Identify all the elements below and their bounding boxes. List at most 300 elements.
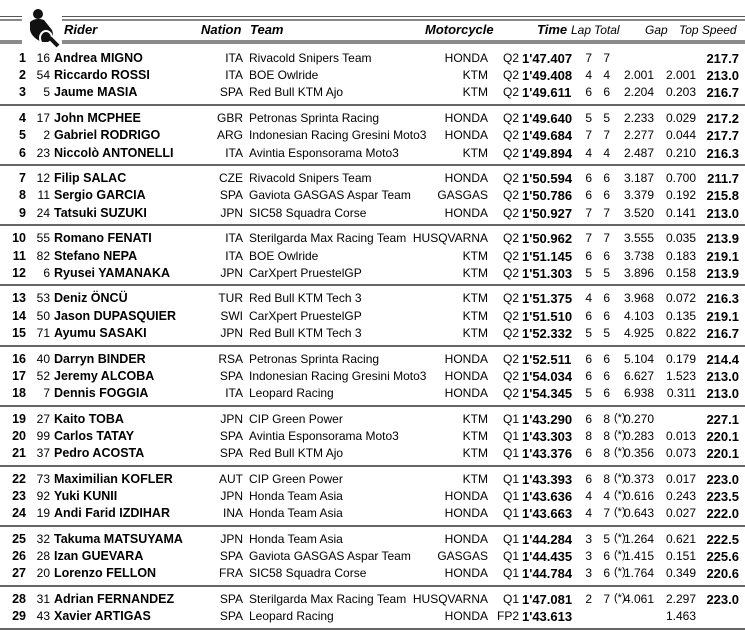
cell-sess: Q1 bbox=[502, 531, 519, 546]
cell-name: John MCPHEE bbox=[54, 111, 141, 126]
cell-team: CarXpert PruestelGP bbox=[249, 308, 362, 323]
cell-moto: GASGAS bbox=[437, 188, 488, 203]
cell-name: Darryn BINDER bbox=[54, 351, 146, 366]
cell-sess: Q1 bbox=[502, 549, 519, 563]
cell-moto: KTM bbox=[462, 85, 488, 100]
cell-pos: 17 bbox=[12, 368, 26, 383]
cell-pos: 12 bbox=[12, 265, 26, 280]
cell-tot: 5 bbox=[603, 265, 610, 280]
cell-tot: 6 bbox=[603, 171, 610, 186]
cell-diff: 0.700 bbox=[665, 171, 696, 186]
cell-name: Deniz ÖNCÜ bbox=[54, 291, 128, 306]
cell-team: Red Bull KTM Tech 3 bbox=[249, 291, 362, 306]
cell-time: 1'44.284 bbox=[522, 531, 573, 547]
cell-time: 1'44.435 bbox=[522, 549, 573, 564]
cell-team: SIC58 Squadra Corse bbox=[249, 566, 367, 581]
cell-num: 92 bbox=[36, 488, 50, 503]
cell-lap: 3 bbox=[585, 531, 592, 546]
cell-speed: 223.0 bbox=[706, 471, 739, 487]
cell-name: Takuma MATSUYAMA bbox=[54, 531, 183, 546]
cell-time: 1'43.663 bbox=[522, 506, 573, 522]
cell-moto: KTM bbox=[462, 265, 488, 280]
cell-speed: 216.7 bbox=[706, 325, 739, 341]
cell-lap: 6 bbox=[585, 351, 592, 366]
cell-pos: 11 bbox=[12, 248, 26, 263]
cell-lap: 7 bbox=[585, 128, 592, 143]
group-separator bbox=[0, 525, 745, 527]
cell-nat: SPA bbox=[219, 549, 243, 563]
cell-star: (*) bbox=[614, 446, 626, 458]
cell-diff: 2.297 bbox=[665, 591, 696, 606]
header-top-rule bbox=[0, 16, 745, 17]
cell-num: 99 bbox=[36, 428, 50, 443]
cell-pos: 19 bbox=[12, 411, 26, 426]
cell-star: (*) bbox=[614, 411, 626, 424]
cell-nat: ARG bbox=[216, 128, 243, 143]
cell-num: 2 bbox=[43, 128, 50, 143]
cell-tot: 7 bbox=[603, 231, 610, 246]
cell-name: Andrea MIGNO bbox=[54, 51, 143, 65]
cell-team: Avintia Esponsorama Moto3 bbox=[249, 145, 399, 160]
cell-speed: 211.7 bbox=[707, 171, 739, 187]
cell-gap: 6.627 bbox=[623, 368, 654, 383]
cell-sess: Q2 bbox=[502, 291, 519, 306]
cell-lap: 3 bbox=[585, 566, 592, 581]
cell-tot: 6 bbox=[603, 188, 610, 203]
cell-name: Kaito TOBA bbox=[54, 411, 124, 426]
cell-tot: 6 bbox=[603, 291, 610, 306]
cell-pos: 9 bbox=[19, 205, 26, 220]
cell-nat: ITA bbox=[225, 68, 243, 83]
cell-time: 1'49.684 bbox=[522, 128, 573, 144]
header-time: Time bbox=[537, 22, 568, 37]
cell-num: 54 bbox=[36, 68, 50, 83]
cell-gap: 1.415 bbox=[623, 549, 654, 563]
cell-time: 1'49.894 bbox=[522, 145, 573, 161]
cell-num: 43 bbox=[36, 609, 50, 624]
group-separator bbox=[0, 164, 745, 166]
cell-speed: 217.7 bbox=[706, 51, 739, 66]
cell-num: 40 bbox=[36, 351, 50, 366]
cell-time: 1'43.290 bbox=[522, 411, 573, 427]
cell-pos: 15 bbox=[12, 325, 26, 340]
cell-speed: 216.7 bbox=[706, 85, 739, 101]
cell-pos: 6 bbox=[19, 145, 26, 160]
cell-diff: 0.192 bbox=[665, 188, 696, 203]
header-team: Team bbox=[250, 22, 284, 37]
cell-lap: 7 bbox=[585, 205, 592, 220]
cell-sess: Q1 bbox=[502, 446, 519, 460]
cell-lap: 6 bbox=[585, 188, 592, 203]
cell-moto: KTM bbox=[462, 428, 488, 443]
group-separator bbox=[0, 405, 745, 407]
cell-nat: JPN bbox=[220, 411, 243, 426]
table-row bbox=[0, 291, 745, 308]
cell-name: Sergio GARCIA bbox=[54, 188, 146, 203]
cell-sess: Q2 bbox=[502, 205, 519, 220]
cell-speed: 219.1 bbox=[706, 248, 739, 264]
cell-diff: 0.035 bbox=[665, 231, 696, 246]
cell-moto: HONDA bbox=[444, 488, 488, 503]
table-row bbox=[0, 326, 745, 343]
cell-lap: 4 bbox=[585, 291, 592, 306]
group-separator bbox=[0, 628, 745, 630]
cell-speed: 222.0 bbox=[706, 506, 739, 522]
cell-tot: 8 bbox=[603, 471, 610, 486]
cell-gap: 3.555 bbox=[623, 231, 654, 246]
cell-time: 1'47.407 bbox=[522, 51, 573, 66]
cell-nat: RSA bbox=[218, 351, 243, 366]
cell-tot: 6 bbox=[603, 385, 610, 400]
cell-moto: HONDA bbox=[444, 128, 488, 143]
table-row bbox=[0, 609, 745, 626]
cell-nat: SPA bbox=[219, 609, 243, 624]
table-header bbox=[0, 0, 745, 48]
cell-sess: Q2 bbox=[502, 68, 519, 83]
cell-pos: 8 bbox=[19, 188, 26, 203]
cell-diff: 2.001 bbox=[665, 68, 696, 83]
cell-team: Honda Team Asia bbox=[249, 488, 343, 503]
cell-nat: INA bbox=[222, 506, 243, 521]
table-row bbox=[0, 51, 745, 68]
cell-lap: 6 bbox=[585, 471, 592, 486]
cell-tot: 6 bbox=[603, 248, 610, 263]
table-row bbox=[0, 231, 745, 248]
cell-sess: Q2 bbox=[502, 248, 519, 263]
cell-name: Jeremy ALCOBA bbox=[54, 368, 155, 383]
cell-num: 23 bbox=[36, 145, 50, 160]
cell-sess: Q2 bbox=[502, 145, 519, 160]
cell-diff: 0.072 bbox=[665, 291, 696, 306]
cell-num: 37 bbox=[36, 446, 50, 460]
cell-num: 16 bbox=[36, 51, 50, 65]
cell-name: Tatsuki SUZUKI bbox=[54, 205, 147, 220]
table-row bbox=[0, 128, 745, 145]
cell-num: 20 bbox=[36, 566, 50, 581]
cell-pos: 16 bbox=[12, 351, 26, 366]
cell-nat: SPA bbox=[219, 368, 243, 383]
cell-nat: SPA bbox=[219, 591, 243, 606]
cell-time: 1'50.962 bbox=[522, 231, 573, 247]
cell-diff: 0.073 bbox=[665, 446, 696, 460]
cell-tot: 6 bbox=[603, 308, 610, 323]
cell-pos: 23 bbox=[12, 488, 26, 503]
cell-sess: Q1 bbox=[502, 506, 519, 521]
cell-moto: KTM bbox=[462, 145, 488, 160]
cell-lap: 6 bbox=[585, 446, 592, 460]
cell-diff: 0.158 bbox=[665, 265, 696, 280]
table-row bbox=[0, 146, 745, 163]
cell-diff: 0.179 bbox=[665, 351, 696, 366]
cell-tot: 5 bbox=[603, 531, 610, 546]
table-row bbox=[0, 412, 745, 429]
cell-diff: 0.044 bbox=[665, 128, 696, 143]
table-row bbox=[0, 386, 745, 403]
cell-team: Rivacold Snipers Team bbox=[249, 171, 372, 186]
cell-pos: 1 bbox=[19, 51, 26, 65]
cell-tot: 5 bbox=[603, 325, 610, 340]
cell-gap: 3.738 bbox=[623, 248, 654, 263]
cell-time: 1'54.034 bbox=[522, 368, 573, 384]
cell-star: (*) bbox=[614, 428, 626, 441]
cell-pos: 2 bbox=[19, 68, 26, 83]
table-row bbox=[0, 429, 745, 446]
cell-diff: 0.349 bbox=[665, 566, 696, 581]
cell-moto: HONDA bbox=[444, 51, 488, 65]
cell-speed: 214.4 bbox=[706, 351, 739, 367]
cell-lap: 6 bbox=[585, 171, 592, 186]
cell-team: CIP Green Power bbox=[249, 471, 343, 486]
cell-team: Honda Team Asia bbox=[249, 506, 343, 521]
cell-gap: 3.896 bbox=[623, 265, 654, 280]
cell-name: Ayumu SASAKI bbox=[54, 325, 147, 340]
cell-time: 1'49.611 bbox=[522, 85, 572, 101]
cell-diff: 0.311 bbox=[666, 385, 696, 400]
cell-num: 55 bbox=[36, 231, 50, 246]
cell-num: 32 bbox=[36, 531, 50, 546]
cell-name: Riccardo ROSSI bbox=[54, 68, 150, 83]
cell-team: Red Bull KTM Tech 3 bbox=[249, 325, 362, 340]
cell-nat: JPN bbox=[220, 325, 243, 340]
cell-speed: 213.0 bbox=[706, 368, 739, 384]
cell-diff: 1.463 bbox=[665, 609, 696, 624]
cell-num: 28 bbox=[36, 549, 50, 563]
cell-pos: 3 bbox=[19, 85, 26, 100]
cell-gap: 2.204 bbox=[623, 85, 654, 100]
cell-sess: FP2 bbox=[496, 609, 519, 624]
cell-tot: 4 bbox=[603, 145, 610, 160]
cell-nat: JPN bbox=[220, 265, 243, 280]
cell-gap: 3.968 bbox=[623, 291, 654, 306]
cell-sess: Q1 bbox=[502, 428, 519, 443]
cell-sess: Q2 bbox=[502, 265, 519, 280]
cell-diff: 0.141 bbox=[665, 205, 696, 220]
cell-time: 1'44.784 bbox=[522, 566, 573, 582]
cell-moto: HONDA bbox=[444, 351, 488, 366]
motorcycle-rider-icon bbox=[22, 8, 62, 48]
cell-num: 73 bbox=[36, 471, 50, 486]
cell-lap: 8 bbox=[585, 428, 592, 443]
cell-gap: 0.283 bbox=[623, 428, 654, 443]
cell-speed: 223.0 bbox=[706, 591, 739, 607]
cell-num: 31 bbox=[36, 591, 50, 606]
cell-moto: HONDA bbox=[444, 385, 488, 400]
cell-gap: 0.643 bbox=[623, 506, 654, 521]
cell-name: Jason DUPASQUIER bbox=[54, 308, 177, 323]
cell-name: Andi Farid IZDIHAR bbox=[54, 506, 170, 521]
cell-pos: 10 bbox=[12, 231, 26, 246]
cell-team: Honda Team Asia bbox=[249, 531, 343, 546]
cell-team: Gaviota GASGAS Aspar Team bbox=[249, 549, 411, 563]
cell-moto: KTM bbox=[462, 325, 488, 340]
cell-time: 1'52.511 bbox=[522, 351, 572, 367]
cell-lap: 6 bbox=[585, 411, 592, 426]
cell-gap: 4.061 bbox=[623, 591, 654, 606]
header-bottom-rule bbox=[0, 40, 745, 44]
cell-num: 6 bbox=[43, 265, 50, 280]
cell-nat: ITA bbox=[225, 248, 243, 263]
cell-moto: KTM bbox=[462, 68, 488, 83]
cell-gap: 5.104 bbox=[623, 351, 654, 366]
cell-name: Stefano NEPA bbox=[54, 248, 138, 263]
cell-tot: 4 bbox=[603, 488, 610, 503]
cell-nat: JPN bbox=[220, 531, 243, 546]
cell-team: Rivacold Snipers Team bbox=[249, 51, 372, 65]
table-row bbox=[0, 111, 745, 128]
cell-speed: 220.6 bbox=[706, 566, 739, 582]
cell-tot: 7 bbox=[603, 205, 610, 220]
cell-moto: HONDA bbox=[444, 111, 488, 126]
cell-team: Indonesian Racing Gresini Moto3 bbox=[249, 128, 427, 143]
group-separator bbox=[0, 345, 745, 347]
cell-speed: 216.3 bbox=[706, 291, 739, 307]
table-row bbox=[0, 266, 745, 283]
cell-nat: CZE bbox=[219, 171, 243, 186]
cell-lap: 6 bbox=[585, 308, 592, 323]
cell-sess: Q1 bbox=[502, 411, 519, 426]
cell-speed: 213.9 bbox=[706, 231, 739, 247]
cell-star: (*) bbox=[614, 471, 626, 484]
cell-tot: 7 bbox=[603, 591, 610, 606]
cell-lap: 4 bbox=[585, 488, 592, 503]
cell-team: Red Bull KTM Ajo bbox=[249, 446, 344, 460]
cell-tot: 8 bbox=[603, 428, 610, 443]
cell-pos: 25 bbox=[12, 531, 26, 546]
cell-moto: GASGAS bbox=[437, 549, 488, 563]
cell-speed: 213.9 bbox=[706, 265, 739, 281]
cell-pos: 18 bbox=[12, 385, 26, 400]
cell-moto: KTM bbox=[462, 308, 488, 323]
cell-moto: HONDA bbox=[444, 205, 488, 220]
cell-star: (*) bbox=[614, 531, 626, 544]
cell-gap: 0.270 bbox=[623, 411, 654, 426]
cell-nat: TUR bbox=[218, 291, 243, 306]
cell-pos: 20 bbox=[12, 428, 26, 443]
cell-num: 52 bbox=[36, 368, 50, 383]
cell-lap: 7 bbox=[585, 51, 592, 65]
cell-team: Red Bull KTM Ajo bbox=[249, 85, 344, 100]
cell-lap: 6 bbox=[585, 248, 592, 263]
cell-star: (*) bbox=[614, 506, 626, 519]
cell-nat: ITA bbox=[225, 231, 243, 246]
cell-sess: Q2 bbox=[502, 308, 519, 323]
table-row bbox=[0, 532, 745, 549]
cell-name: Niccolò ANTONELLI bbox=[54, 145, 174, 160]
cell-time: 1'43.393 bbox=[522, 471, 573, 487]
cell-lap: 4 bbox=[585, 506, 592, 521]
header-nation: Nation bbox=[201, 22, 242, 37]
cell-speed: 217.2 bbox=[706, 111, 739, 127]
cell-moto: KTM bbox=[462, 291, 488, 306]
cell-team: Gaviota GASGAS Aspar Team bbox=[249, 188, 411, 203]
cell-team: Petronas Sprinta Racing bbox=[249, 351, 380, 366]
cell-gap: 0.616 bbox=[623, 488, 654, 503]
cell-team: SIC58 Squadra Corse bbox=[249, 205, 367, 220]
table-row bbox=[0, 506, 745, 523]
cell-gap: 1.764 bbox=[623, 566, 654, 581]
cell-speed: 220.1 bbox=[706, 446, 739, 461]
cell-moto: HONDA bbox=[444, 171, 488, 186]
cell-tot: 6 bbox=[603, 566, 610, 581]
cell-lap: 6 bbox=[585, 85, 592, 100]
cell-diff: 1.523 bbox=[665, 368, 696, 383]
header-top-rule-thick bbox=[0, 19, 745, 21]
cell-team: CarXpert PruestelGP bbox=[249, 265, 362, 280]
cell-name: Pedro ACOSTA bbox=[54, 446, 145, 460]
cell-tot: 6 bbox=[603, 368, 610, 383]
cell-diff: 0.203 bbox=[665, 85, 696, 100]
table-row bbox=[0, 309, 745, 326]
cell-nat: SPA bbox=[219, 446, 243, 460]
table-row bbox=[0, 369, 745, 386]
cell-tot: 8 bbox=[603, 446, 610, 460]
cell-lap: 5 bbox=[585, 265, 592, 280]
cell-gap: 2.001 bbox=[623, 68, 654, 83]
cell-moto: HONDA bbox=[444, 566, 488, 581]
table-row bbox=[0, 566, 745, 583]
cell-tot: 7 bbox=[603, 506, 610, 521]
cell-diff: 0.135 bbox=[665, 308, 696, 323]
cell-star: (*) bbox=[614, 591, 626, 604]
cell-nat: JPN bbox=[220, 488, 243, 503]
cell-moto: HONDA bbox=[444, 531, 488, 546]
cell-team: Leopard Racing bbox=[249, 385, 334, 400]
cell-nat: FRA bbox=[219, 566, 243, 581]
cell-sess: Q2 bbox=[502, 171, 519, 186]
cell-speed: 223.5 bbox=[706, 488, 739, 504]
cell-team: Petronas Sprinta Racing bbox=[249, 111, 380, 126]
cell-pos: 7 bbox=[19, 171, 26, 186]
cell-star: (*) bbox=[614, 549, 626, 561]
cell-diff: 0.243 bbox=[665, 488, 696, 503]
cell-gap: 4.103 bbox=[623, 308, 654, 323]
cell-sess: Q2 bbox=[502, 85, 519, 100]
cell-time: 1'43.636 bbox=[522, 488, 573, 504]
cell-num: 24 bbox=[36, 205, 50, 220]
cell-diff: 0.210 bbox=[665, 145, 696, 160]
cell-time: 1'49.640 bbox=[522, 111, 573, 127]
cell-moto: HUSQVARNA bbox=[412, 591, 488, 606]
cell-moto: HONDA bbox=[444, 506, 488, 521]
cell-diff: 0.183 bbox=[665, 248, 696, 263]
cell-time: 1'51.375 bbox=[522, 291, 573, 307]
cell-sess: Q2 bbox=[502, 231, 519, 246]
cell-sess: Q2 bbox=[502, 385, 519, 400]
cell-pos: 4 bbox=[19, 111, 26, 126]
cell-num: 17 bbox=[36, 111, 50, 126]
cell-speed: 220.1 bbox=[706, 428, 739, 444]
cell-pos: 29 bbox=[12, 609, 26, 624]
cell-team: Leopard Racing bbox=[249, 609, 334, 624]
cell-pos: 22 bbox=[12, 471, 26, 486]
cell-name: Yuki KUNII bbox=[54, 488, 118, 503]
cell-time: 1'50.594 bbox=[522, 171, 573, 187]
cell-lap: 6 bbox=[585, 368, 592, 383]
table-row bbox=[0, 85, 745, 102]
cell-gap: 0.356 bbox=[623, 446, 654, 460]
cell-nat: ITA bbox=[225, 385, 243, 400]
cell-speed: 225.6 bbox=[706, 549, 739, 564]
cell-team: Avintia Esponsorama Moto3 bbox=[249, 428, 399, 443]
cell-gap: 1.264 bbox=[623, 531, 654, 546]
table-row bbox=[0, 446, 745, 463]
cell-lap: 3 bbox=[585, 549, 592, 563]
cell-moto: KTM bbox=[462, 446, 488, 460]
cell-time: 1'50.786 bbox=[522, 188, 573, 204]
header-motorcycle: Motorcycle bbox=[425, 22, 494, 37]
cell-num: 19 bbox=[36, 506, 50, 521]
cell-gap: 6.938 bbox=[623, 385, 654, 400]
